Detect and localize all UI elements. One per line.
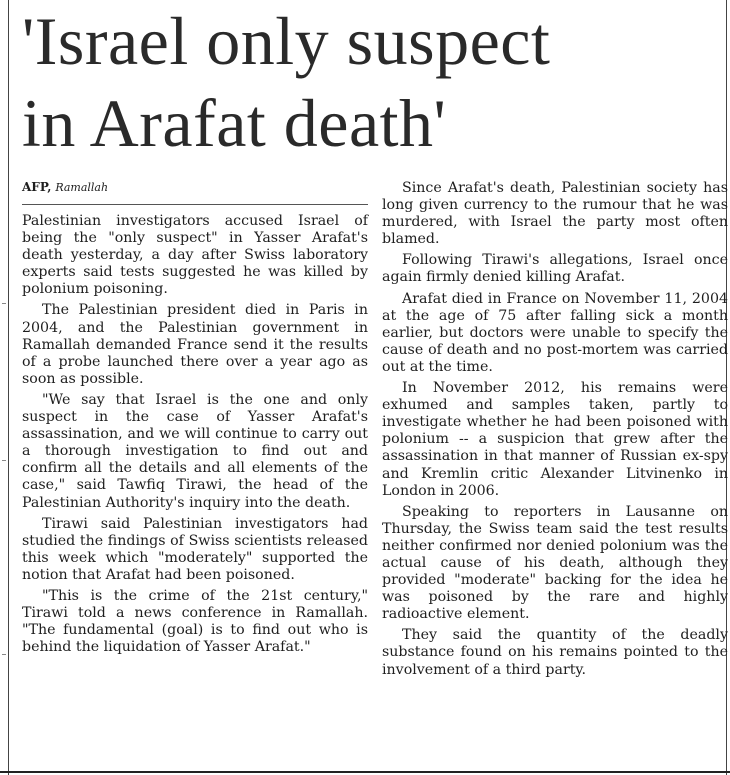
page-border-left — [8, 0, 9, 775]
paragraph: Tirawi said Palestinian investigators had studied the findings of Swiss scientists released this week which "moderately" supported the notion that Arafat had been poisoned. — [22, 515, 368, 583]
headline — [22, 0, 722, 164]
paragraph: Arafat died in France on November 11, 2004 at the age of 75 after falling sick a month earlier, but doctors were unable to specify the cause of death and no post-mortem was carried out at the time. — [382, 290, 728, 375]
paragraph: Speaking to reporters in Lausanne on Thursday, the Swiss team said the test results neither confirmed nor denied polonium was the actual cause of his death, although they provided "moderate" backing for the idea he was poisoned by the rare and highly radioactive element. — [382, 503, 728, 623]
headline-line-1: 'Israel only suspect — [22, 3, 551, 79]
paragraph: "This is the crime of the 21st century," Tirawi told a news conference in Ramallah. "The fundamental (goal) is to find out who is behind the liquidation of Yasser Arafat." — [22, 587, 368, 656]
byline-agency: AFP, — [22, 180, 52, 194]
paragraph: In November 2012, his remains were exhumed and samples taken, partly to investigate whether he had been poisoned with polonium -- a suspicion that grew after the assassination in that manner of Russian ex-spy and Kremlin critic Alexander Litvinenko in London in 2006. — [382, 380, 728, 499]
paragraph: The Palestinian president died in Paris in 2004, and the Palestinian government in Ramallah demanded France send it the results of a probe launched there over a year ago as soon as possible. — [22, 302, 368, 387]
byline — [22, 180, 368, 205]
margin-tick — [2, 654, 6, 655]
page-border-bottom — [0, 771, 730, 773]
article-column-left — [22, 180, 368, 660]
paragraph: They said the quantity of the deadly substance found on his remains pointed to the involvement of a third party. — [382, 627, 728, 678]
margin-tick — [2, 460, 6, 461]
byline-location: Ramallah — [55, 181, 109, 194]
paragraph: Palestinian investigators accused Israel of being the "only suspect" in Yasser Arafat's death yesterday, a day after Swiss laboratory experts said tests suggested he was killed by polonium poisoning. — [22, 213, 368, 298]
paragraph: Following Tirawi's allegations, Israel once again firmly denied killing Arafat. — [382, 252, 728, 286]
article-column-right — [382, 180, 728, 683]
paragraph: Since Arafat's death, Palestinian society has long given currency to the rumour that he was murdered, with Israel the party most often blamed. — [382, 180, 728, 248]
headline-line-2: in Arafat death' — [22, 85, 447, 161]
margin-tick — [2, 303, 6, 304]
paragraph: "We say that Israel is the one and only suspect in the case of Yasser Arafat's assassination, and we will continue to carry out a thorough investigation to find out and confirm all the details and all elements of the case," said Tawfiq Tirawi, the head of the Palestinian Authority's inquiry into the death. — [22, 391, 368, 511]
